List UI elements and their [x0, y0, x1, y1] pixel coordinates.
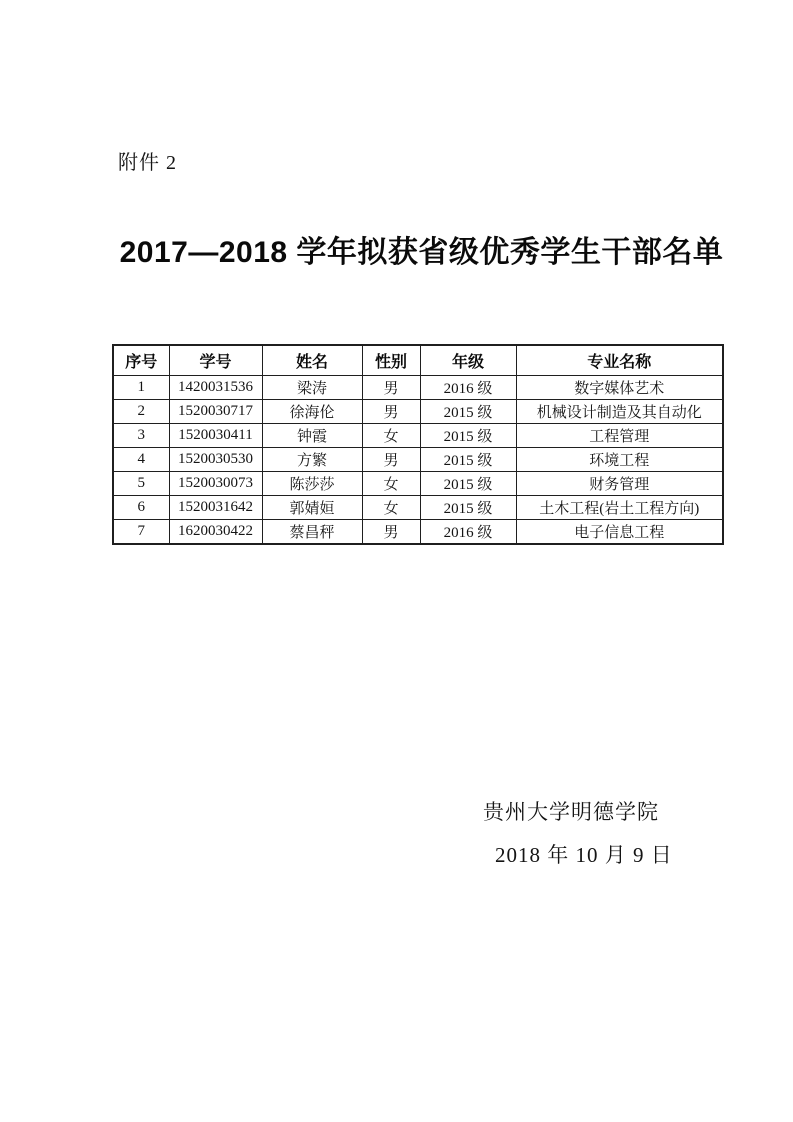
- cell-student-id: 1520030530: [169, 448, 262, 472]
- header-grade: 年级: [420, 345, 516, 376]
- cell-grade: 2016 级: [420, 376, 516, 400]
- cell-name: 方繁: [262, 448, 362, 472]
- cell-name: 钟霞: [262, 424, 362, 448]
- cell-major: 机械设计制造及其自动化: [516, 400, 723, 424]
- table-header: [113, 345, 723, 376]
- table-row: [113, 520, 723, 545]
- cell-gender: 女: [362, 496, 420, 520]
- cell-gender: 女: [362, 424, 420, 448]
- table-row: [113, 448, 723, 472]
- cell-student-id: 1520031642: [169, 496, 262, 520]
- header-gender: 性别: [362, 345, 420, 376]
- cell-serial: 3: [113, 424, 169, 448]
- cell-gender: 男: [362, 400, 420, 424]
- cell-grade: 2015 级: [420, 472, 516, 496]
- cell-major: 环境工程: [516, 448, 723, 472]
- cell-grade: 2015 级: [420, 496, 516, 520]
- attachment-label: 附件 2: [118, 152, 177, 174]
- table-row: [113, 400, 723, 424]
- cell-student-id: 1520030717: [169, 400, 262, 424]
- header-serial-number: 序号: [113, 345, 169, 376]
- cell-name: 徐海伦: [262, 400, 362, 424]
- cell-student-id: 1420031536: [169, 376, 262, 400]
- cell-name: 蔡昌秤: [262, 520, 362, 545]
- cell-grade: 2015 级: [420, 448, 516, 472]
- cell-serial: 5: [113, 472, 169, 496]
- table-row: [113, 472, 723, 496]
- cell-gender: 女: [362, 472, 420, 496]
- cell-serial: 7: [113, 520, 169, 545]
- cell-student-id: 1620030422: [169, 520, 262, 545]
- table-row: [113, 424, 723, 448]
- cell-gender: 男: [362, 376, 420, 400]
- cell-serial: 2: [113, 400, 169, 424]
- issuing-organization: 贵州大学明德学院: [483, 800, 659, 824]
- cell-major: 电子信息工程: [516, 520, 723, 545]
- table-row: [113, 496, 723, 520]
- cell-major: 工程管理: [516, 424, 723, 448]
- header-major: 专业名称: [516, 345, 723, 376]
- cell-grade: 2016 级: [420, 520, 516, 545]
- header-student-id: 学号: [169, 345, 262, 376]
- cell-name: 陈莎莎: [262, 472, 362, 496]
- cell-student-id: 1520030073: [169, 472, 262, 496]
- cell-grade: 2015 级: [420, 400, 516, 424]
- cell-gender: 男: [362, 520, 420, 545]
- document-title: 2017—2018 学年拟获省级优秀学生干部名单: [119, 236, 724, 269]
- cell-major: 财务管理: [516, 472, 723, 496]
- cell-serial: 4: [113, 448, 169, 472]
- issue-date: 2018 年 10 月 9 日: [495, 843, 673, 867]
- cell-grade: 2015 级: [420, 424, 516, 448]
- cell-name: 郭婧姮: [262, 496, 362, 520]
- cell-serial: 1: [113, 376, 169, 400]
- table-row: [113, 376, 723, 400]
- student-roster-table: [112, 344, 724, 545]
- header-row: [113, 345, 723, 376]
- cell-student-id: 1520030411: [169, 424, 262, 448]
- cell-serial: 6: [113, 496, 169, 520]
- cell-name: 梁涛: [262, 376, 362, 400]
- cell-major: 土木工程(岩土工程方向): [516, 496, 723, 520]
- table-body: [113, 376, 723, 545]
- cell-major: 数字媒体艺术: [516, 376, 723, 400]
- cell-gender: 男: [362, 448, 420, 472]
- header-name: 姓名: [262, 345, 362, 376]
